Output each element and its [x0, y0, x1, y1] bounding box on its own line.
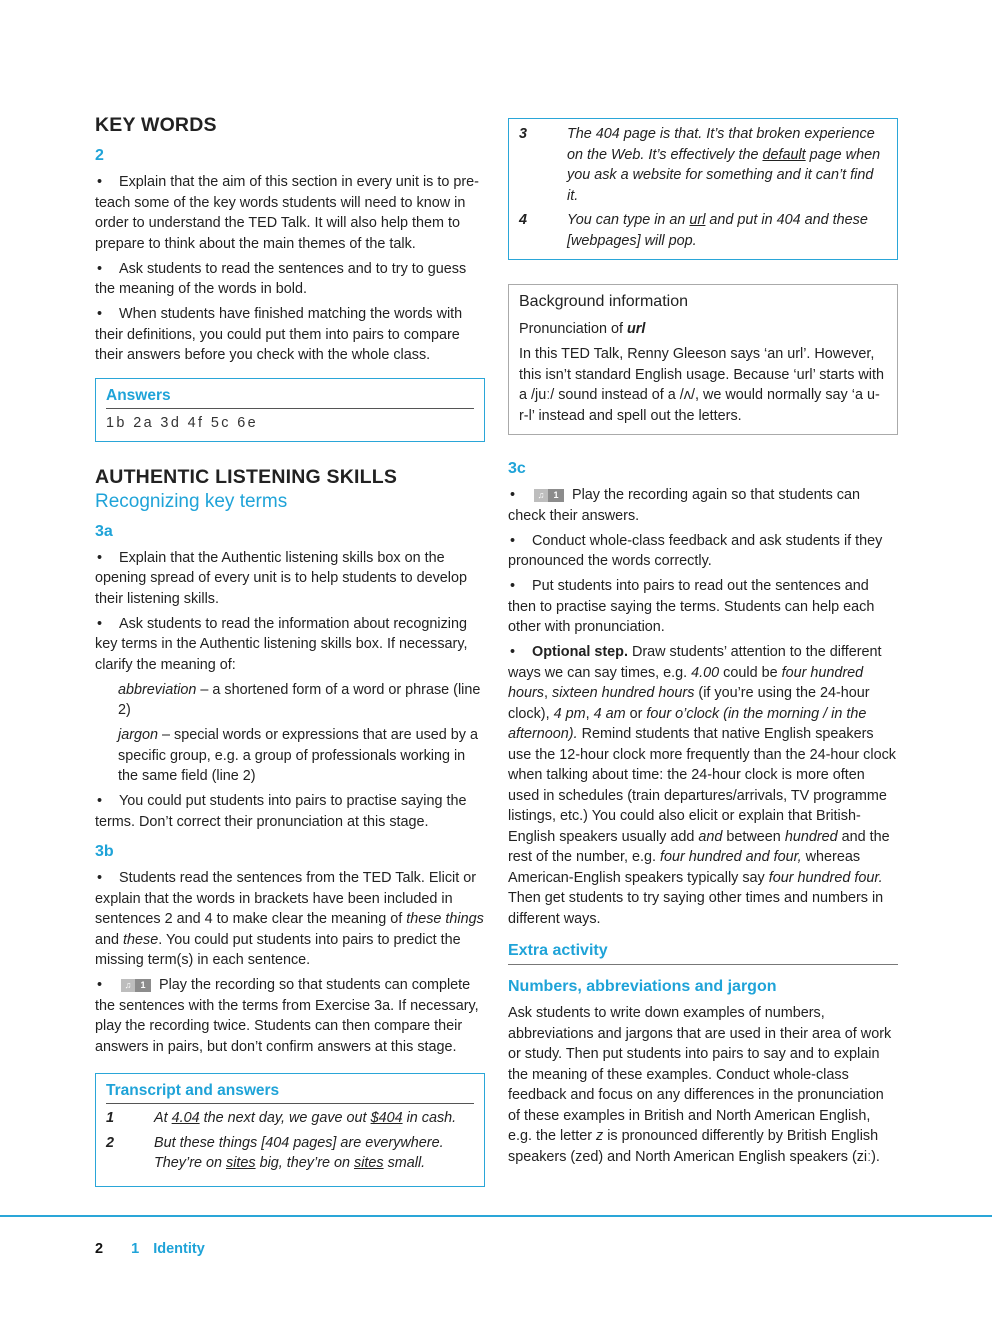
transcript-row-1: 1 At 4.04 the next day, we gave out $404 in cash. — [106, 1110, 457, 1126]
extra-activity-text: Ask students to write down examples of numbers, abbreviations and jargons that are used in their area of work or study. Then put students into pairs to say and to explain the meaning of these examples. Conduct whole-class feedback and focus on any differences in the pronunciation of these examples in British and North American English, e.g. the letter z is pronounced differently by British English speakers (zed) and North American English speakers (ziː). — [508, 1005, 892, 1165]
key-words-heading: KEY WORDS — [95, 114, 217, 136]
answers-line: 1b 2a 3d 4f 5c 6e — [106, 414, 259, 431]
background-info-text: In this TED Talk, Renny Gleeson says ‘an url’. However, this isn’t standard English usage. Because ‘url’ starts with a /juː/ sound instead of a /ʌ/, we would normally say ‘a u-r-l’ instead and spell out the letters. — [519, 346, 885, 424]
sec3a-bullet-3: • You could put students into pairs to practise saying the terms. Don’t correct their pronunciation at this stage. — [95, 791, 485, 832]
left-column — [95, 112, 485, 1187]
sec3b-bullet-1: • Students read the sentences from the TED Talk. Elicit or explain that the words in brackets have been included in sentences 2 and 4 to make clear the meaning of these things and these. You could put students into pairs to predict the missing term(s) in each sentence. — [95, 868, 485, 971]
page-footer — [95, 1241, 205, 1257]
transcript-box — [95, 1073, 485, 1187]
abbreviation-definition: abbreviation – a shortened form of a word or phrase (line 2) — [118, 681, 481, 718]
background-info-title: Background information — [519, 293, 688, 310]
transcript-row-3: 3 The 404 page is that. It’s that broken experience on the Web. It’s effectively the default page when you ask a website for something and it can’t find it. — [519, 126, 881, 204]
jargon-term: jargon — [118, 727, 159, 743]
transcript-title: Transcript and answers — [106, 1081, 474, 1104]
background-info-subtitle: Pronunciation of url — [519, 321, 646, 337]
answers-title: Answers — [106, 386, 474, 409]
page-number: 2 — [95, 1241, 104, 1257]
unit-title: Identity — [153, 1241, 205, 1257]
sec3a-bullet-2: • Ask students to read the information about recognizing key terms in the Authentic listening skills box. If necessary, clarify the meaning of: — [95, 614, 485, 676]
background-info-box — [508, 284, 898, 435]
extra-activity-title: Extra activity — [508, 941, 898, 965]
sec2-bullet-1: • Explain that the aim of this section in every unit is to pre-teach some of the key words students will need to know in order to understand the TED Talk. It will also help them to prepare to think about the main themes of the talk. — [95, 172, 485, 254]
sec3a-bullet-1: • Explain that the Authentic listening skills box on the opening spread of every unit is to help students to develop their listening skills. — [95, 548, 485, 610]
sec3c-bullet-1: • ♫ 1 Play the recording again so that students can check their answers. — [508, 485, 898, 526]
authentic-listening-heading: AUTHENTIC LISTENING SKILLS — [95, 465, 398, 488]
footer-divider — [0, 1215, 992, 1217]
optional-step: • Optional step. Draw students’ attention to the different ways we can say times, e.g. 4.00 could be four hundred hours, sixteen hundred hours (if you’re using the 24-hour clock), 4 pm, 4 am or four o’clock (in the morning / in the afternoon). Remind students that native English speakers use the 12-hour clock more frequently than the 24-hour clock when talking about time: the 24-hour clock is more often used in schedules (train departures/arrivals, TV programme listings, etc.) You could also elicit or explain that British-English speakers usually add and between hundred and the rest of the number, e.g. four hundred and four, whereas American-English speakers typically say four hundred four. Then get students to try saying other times and numbers in different ways. — [508, 642, 898, 929]
sec3b-bullet-2: • ♫ 1 Play the recording so that students can complete the sentences with the terms from Exercise 3a. If necessary, play the recording twice. Students can then compare their answers in pairs, but don’t confirm answers at this stage. — [95, 975, 485, 1057]
audio-track-icon: • ♫ 1 — [121, 979, 151, 992]
jargon-definition: jargon – special words or expressions that are used by a specific group, e.g. a group of professionals working in the same field (line 2) — [118, 727, 478, 784]
right-column — [508, 118, 898, 1172]
authentic-listening-subtitle: Recognizing key terms — [95, 490, 288, 512]
sec3c-bullet-3: • Put students into pairs to read out the sentences and then to practise saying the terms. Students can help each other with pronunciation. — [508, 576, 898, 638]
extra-activity-subtitle: Numbers, abbreviations and jargon — [508, 978, 777, 995]
section-2-label: 2 — [95, 147, 104, 164]
transcript-row-4: 4 You can type in an url and put in 404 and these [webpages] will pop. — [519, 212, 868, 249]
sec3c-bullet-2: • Conduct whole-class feedback and ask students if they pronounced the words correctly. — [508, 531, 898, 572]
transcript-row-2: 2 But these things [404 pages] are everywhere. They’re on sites big, they’re on sites small. — [106, 1134, 444, 1171]
answers-box — [95, 378, 485, 442]
section-3b-label: 3b — [95, 843, 114, 860]
section-3c-label: 3c — [508, 460, 526, 477]
audio-track-icon-2: • ♫ 1 — [534, 489, 564, 502]
abbreviation-term: abbreviation — [118, 681, 197, 698]
section-3a-label: 3a — [95, 522, 113, 540]
transcript-continued-box — [508, 118, 898, 260]
unit-number: 1 — [131, 1241, 140, 1257]
sec2-bullet-2: • Ask students to read the sentences and to try to guess the meaning of the words in bold. — [95, 259, 485, 300]
sec2-bullet-3: • When students have finished matching the words with their definitions, you could put them into pairs to compare their answers before you check with the whole class. — [95, 304, 485, 366]
